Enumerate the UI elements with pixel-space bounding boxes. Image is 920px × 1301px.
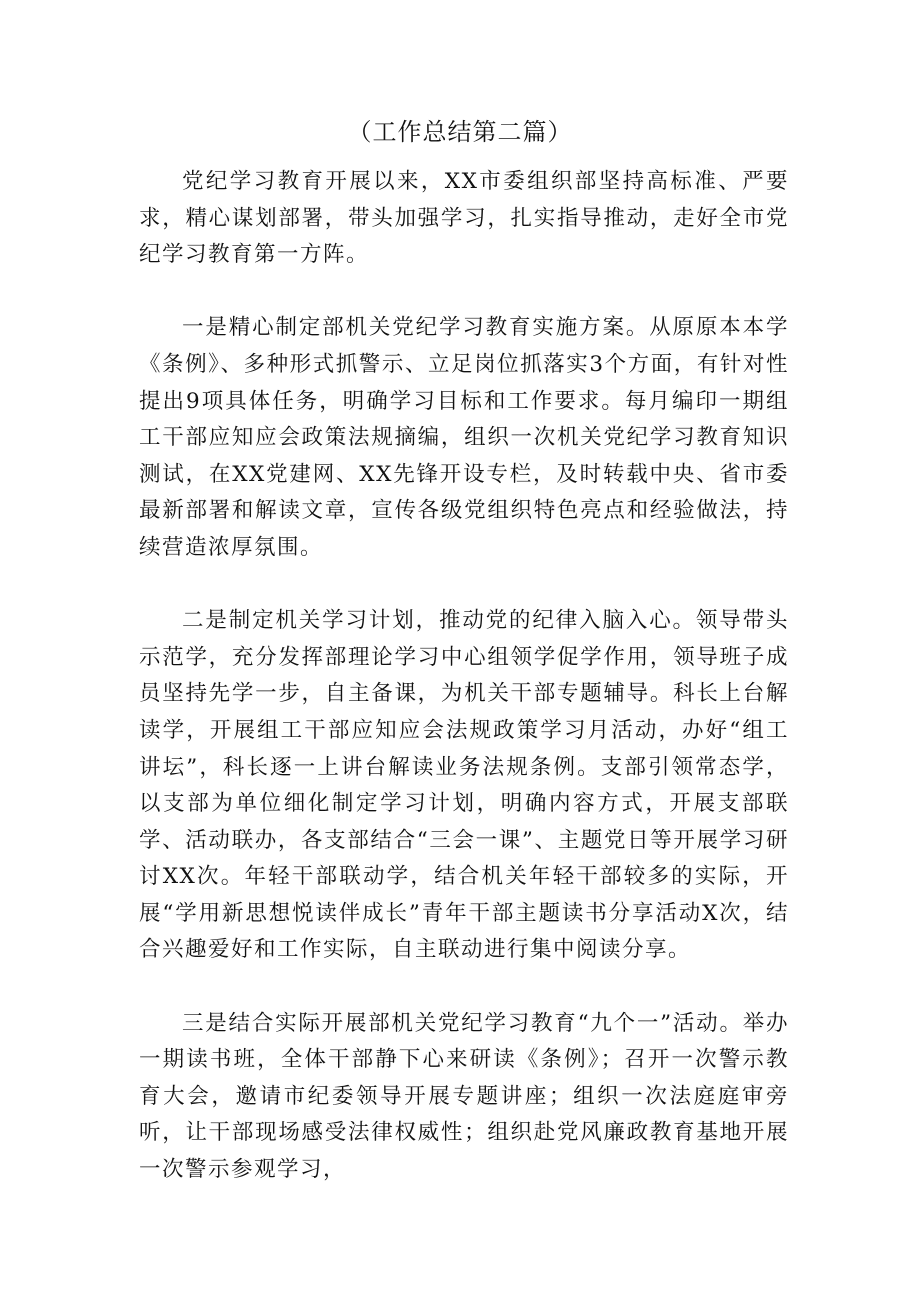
- paragraph-intro: 党纪学习教育开展以来，XX市委组织部坚持高标准、严要求，精心谋划部署，带头加强学习，扎实指导推动，走好全市党纪学习教育第一方阵。: [139, 169, 789, 268]
- paragraph-implementation-plan: 一是精心制定部机关党纪学习教育实施方案。从原原本本学《条例》、多种形式抓警示、立足岗位抓落实3个方面，有针对性提出9项具体任务，明确学习目标和工作要求。每月编印一期组工干部应知应会政策法规摘编，组织一次机关党纪学习教育知识测试，在XX党建网、XX先锋开设专栏，及时转载中央、省市委最新部署和解读文章，宣传各级党组织特色亮点和经验做法，持续营造浓厚氛围。: [139, 315, 789, 560]
- paragraph-study-plan: 二是制定机关学习计划，推动党的纪律入脑入心。领导带头示范学，充分发挥部理论学习中心组领学促学作用，领导班子成员坚持先学一步，自主备课，为机关干部专题辅导。科长上台解读学，开展组工干部应知应会法规政策学习月活动，办好“组工讲坛”，科长逐一上讲台解读业务法规条例。支部引领常态学，以支部为单位细化制定学习计划，明确内容方式，开展支部联学、活动联办，各支部结合“三会一课”、主题党日等开展学习研讨XX次。年轻干部联动学，结合机关年轻干部较多的实际，开展“学用新思想悦读伴成长”青年干部主题读书分享活动X次，结合兴趣爱好和工作实际，自主联动进行集中阅读分享。: [139, 608, 789, 963]
- document-title: （工作总结第二篇）: [347, 118, 573, 146]
- document-body: [139, 164, 789, 1189]
- paragraph-nine-activities: 三是结合实际开展部机关党纪学习教育“九个一”活动。举办一期读书班，全体干部静下心来研读《条例》；召开一次警示教育大会，邀请市纪委领导开展专题讲座；组织一次法庭庭审旁听，让干部现场感受法律权威性；组织赴党风廉政教育基地开展一次警示参观学习，: [139, 1010, 789, 1183]
